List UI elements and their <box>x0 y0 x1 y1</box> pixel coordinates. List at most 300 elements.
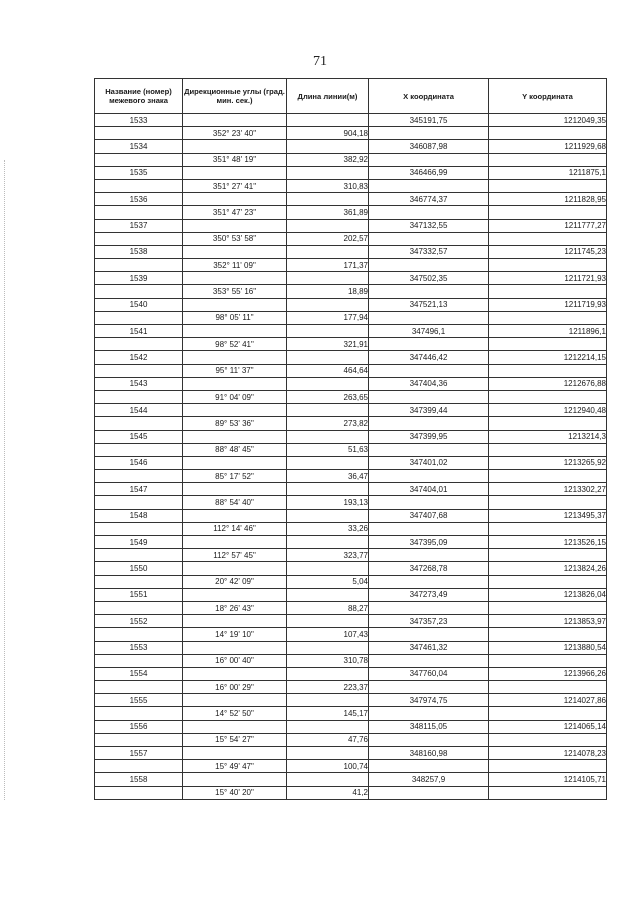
empty-cell <box>287 615 369 628</box>
y-coordinate-cell: 1213302,27 <box>489 483 607 496</box>
empty-cell <box>183 773 287 786</box>
empty-cell <box>489 285 607 298</box>
empty-cell <box>287 404 369 417</box>
x-coordinate-cell: 347399,44 <box>369 404 489 417</box>
x-coordinate-cell: 347404,36 <box>369 377 489 390</box>
x-coordinate-cell: 347502,35 <box>369 272 489 285</box>
table-row <box>95 773 607 786</box>
empty-cell <box>183 298 287 311</box>
empty-cell <box>287 166 369 179</box>
table-row <box>95 404 607 417</box>
line-length-cell: 36,47 <box>287 470 369 483</box>
y-coordinate-cell: 1211721,93 <box>489 272 607 285</box>
x-coordinate-cell: 346087,98 <box>369 140 489 153</box>
line-length-cell: 88,27 <box>287 601 369 614</box>
empty-cell <box>489 232 607 245</box>
empty-cell <box>183 430 287 443</box>
table-row <box>95 259 607 272</box>
mark-name-cell: 1551 <box>95 588 183 601</box>
table-row <box>95 760 607 773</box>
mark-name-cell: 1540 <box>95 298 183 311</box>
empty-cell <box>95 681 183 694</box>
bearing-angle-cell: 14° 19' 10" <box>183 628 287 641</box>
header-x-coordinate: Х координата <box>369 79 489 114</box>
mark-name-cell: 1546 <box>95 456 183 469</box>
x-coordinate-cell: 347332,57 <box>369 245 489 258</box>
table-row <box>95 351 607 364</box>
x-coordinate-cell: 348257,9 <box>369 773 489 786</box>
empty-cell <box>287 588 369 601</box>
empty-cell <box>95 285 183 298</box>
mark-name-cell: 1550 <box>95 562 183 575</box>
y-coordinate-cell: 1211828,95 <box>489 193 607 206</box>
bearing-angle-cell: 89° 53' 36" <box>183 417 287 430</box>
empty-cell <box>287 325 369 338</box>
table-body <box>95 114 607 800</box>
empty-cell <box>183 245 287 258</box>
table-row <box>95 285 607 298</box>
table-row <box>95 193 607 206</box>
x-coordinate-cell: 348115,05 <box>369 720 489 733</box>
empty-cell <box>287 562 369 575</box>
empty-cell <box>369 311 489 324</box>
empty-cell <box>183 667 287 680</box>
empty-cell <box>369 285 489 298</box>
empty-cell <box>369 575 489 588</box>
empty-cell <box>489 496 607 509</box>
line-length-cell: 18,89 <box>287 285 369 298</box>
empty-cell <box>95 206 183 219</box>
y-coordinate-cell: 1213214,3 <box>489 430 607 443</box>
table-row <box>95 364 607 377</box>
table-row <box>95 153 607 166</box>
mark-name-cell: 1555 <box>95 694 183 707</box>
table-row <box>95 377 607 390</box>
empty-cell <box>287 377 369 390</box>
empty-cell <box>489 549 607 562</box>
empty-cell <box>369 522 489 535</box>
empty-cell <box>489 390 607 403</box>
table-row <box>95 707 607 720</box>
table-row <box>95 232 607 245</box>
empty-cell <box>95 628 183 641</box>
empty-cell <box>489 417 607 430</box>
line-length-cell: 321,91 <box>287 338 369 351</box>
bearing-angle-cell: 98° 05' 11" <box>183 311 287 324</box>
empty-cell <box>369 496 489 509</box>
line-length-cell: 5,04 <box>287 575 369 588</box>
x-coordinate-cell: 347496,1 <box>369 325 489 338</box>
line-length-cell: 47,76 <box>287 733 369 746</box>
empty-cell <box>489 575 607 588</box>
empty-cell <box>369 681 489 694</box>
table-row <box>95 654 607 667</box>
table-header-row <box>95 79 607 114</box>
line-length-cell: 263,65 <box>287 390 369 403</box>
empty-cell <box>369 232 489 245</box>
y-coordinate-cell: 1213526,15 <box>489 536 607 549</box>
bearing-angle-cell: 15° 54' 27" <box>183 733 287 746</box>
y-coordinate-cell: 1214105,71 <box>489 773 607 786</box>
line-length-cell: 100,74 <box>287 760 369 773</box>
empty-cell <box>183 588 287 601</box>
empty-cell <box>369 206 489 219</box>
empty-cell <box>369 733 489 746</box>
x-coordinate-cell: 347395,09 <box>369 536 489 549</box>
y-coordinate-cell: 1213826,04 <box>489 588 607 601</box>
x-coordinate-cell: 347461,32 <box>369 641 489 654</box>
empty-cell <box>489 206 607 219</box>
bearing-angle-cell: 98° 52' 41" <box>183 338 287 351</box>
empty-cell <box>95 127 183 140</box>
empty-cell <box>183 219 287 232</box>
bearing-angle-cell: 351° 48' 19" <box>183 153 287 166</box>
table-row <box>95 601 607 614</box>
empty-cell <box>95 470 183 483</box>
y-coordinate-cell: 1211719,93 <box>489 298 607 311</box>
empty-cell <box>489 681 607 694</box>
empty-cell <box>489 733 607 746</box>
bearing-angle-cell: 16° 00' 29" <box>183 681 287 694</box>
empty-cell <box>369 654 489 667</box>
header-bearing-angle: Дирекционные углы (град. мин. сек.) <box>183 79 287 114</box>
empty-cell <box>489 601 607 614</box>
line-length-cell: 193,13 <box>287 496 369 509</box>
mark-name-cell: 1544 <box>95 404 183 417</box>
mark-name-cell: 1541 <box>95 325 183 338</box>
y-coordinate-cell: 1211896,1 <box>489 325 607 338</box>
line-length-cell: 310,83 <box>287 179 369 192</box>
table-row <box>95 272 607 285</box>
line-length-cell: 382,92 <box>287 153 369 166</box>
bearing-angle-cell: 20° 42' 09" <box>183 575 287 588</box>
empty-cell <box>287 351 369 364</box>
empty-cell <box>369 153 489 166</box>
mark-name-cell: 1542 <box>95 351 183 364</box>
empty-cell <box>183 140 287 153</box>
empty-cell <box>369 601 489 614</box>
y-coordinate-cell: 1214078,23 <box>489 747 607 760</box>
mark-name-cell: 1533 <box>95 114 183 127</box>
empty-cell <box>287 298 369 311</box>
bearing-angle-cell: 88° 54' 40" <box>183 496 287 509</box>
y-coordinate-cell: 1212214,15 <box>489 351 607 364</box>
line-length-cell: 361,89 <box>287 206 369 219</box>
empty-cell <box>489 311 607 324</box>
empty-cell <box>183 562 287 575</box>
table-row <box>95 549 607 562</box>
mark-name-cell: 1538 <box>95 245 183 258</box>
line-length-cell: 145,17 <box>287 707 369 720</box>
empty-cell <box>183 272 287 285</box>
empty-cell <box>183 166 287 179</box>
y-coordinate-cell: 1213495,37 <box>489 509 607 522</box>
empty-cell <box>183 536 287 549</box>
empty-cell <box>287 193 369 206</box>
mark-name-cell: 1537 <box>95 219 183 232</box>
empty-cell <box>287 430 369 443</box>
empty-cell <box>95 417 183 430</box>
y-coordinate-cell: 1213265,92 <box>489 456 607 469</box>
y-coordinate-cell: 1211745,23 <box>489 245 607 258</box>
table-row <box>95 338 607 351</box>
bearing-angle-cell: 15° 49' 47" <box>183 760 287 773</box>
table-row <box>95 298 607 311</box>
empty-cell <box>287 720 369 733</box>
y-coordinate-cell: 1211875,1 <box>489 166 607 179</box>
bearing-angle-cell: 351° 27' 41" <box>183 179 287 192</box>
empty-cell <box>369 127 489 140</box>
mark-name-cell: 1535 <box>95 166 183 179</box>
table-row <box>95 667 607 680</box>
empty-cell <box>287 219 369 232</box>
bearing-angle-cell: 112° 57' 45" <box>183 549 287 562</box>
empty-cell <box>95 601 183 614</box>
table-row <box>95 496 607 509</box>
empty-cell <box>183 694 287 707</box>
x-coordinate-cell: 347132,55 <box>369 219 489 232</box>
table-row <box>95 206 607 219</box>
empty-cell <box>183 377 287 390</box>
empty-cell <box>183 720 287 733</box>
line-length-cell: 202,57 <box>287 232 369 245</box>
table-row <box>95 417 607 430</box>
x-coordinate-cell: 346774,37 <box>369 193 489 206</box>
empty-cell <box>183 325 287 338</box>
table-row <box>95 562 607 575</box>
bearing-angle-cell: 352° 23' 40" <box>183 127 287 140</box>
empty-cell <box>95 179 183 192</box>
table-row <box>95 641 607 654</box>
table-row <box>95 430 607 443</box>
empty-cell <box>95 733 183 746</box>
table-row <box>95 536 607 549</box>
table-row <box>95 219 607 232</box>
empty-cell <box>369 417 489 430</box>
empty-cell <box>183 483 287 496</box>
line-length-cell: 464,64 <box>287 364 369 377</box>
empty-cell <box>95 496 183 509</box>
header-mark-name: Название (номер) межевого знака <box>95 79 183 114</box>
empty-cell <box>95 522 183 535</box>
bearing-angle-cell: 352° 11' 09" <box>183 259 287 272</box>
empty-cell <box>95 707 183 720</box>
empty-cell <box>369 707 489 720</box>
x-coordinate-cell: 347273,49 <box>369 588 489 601</box>
x-coordinate-cell: 345191,75 <box>369 114 489 127</box>
empty-cell <box>287 773 369 786</box>
y-coordinate-cell: 1211929,68 <box>489 140 607 153</box>
empty-cell <box>287 272 369 285</box>
line-length-cell: 177,94 <box>287 311 369 324</box>
x-coordinate-cell: 347760,04 <box>369 667 489 680</box>
mark-name-cell: 1543 <box>95 377 183 390</box>
empty-cell <box>287 641 369 654</box>
mark-name-cell: 1549 <box>95 536 183 549</box>
empty-cell <box>287 747 369 760</box>
bearing-angle-cell: 14° 52' 50" <box>183 707 287 720</box>
table-row <box>95 443 607 456</box>
x-coordinate-cell: 347268,78 <box>369 562 489 575</box>
empty-cell <box>369 179 489 192</box>
line-length-cell: 171,37 <box>287 259 369 272</box>
empty-cell <box>183 193 287 206</box>
mark-name-cell: 1552 <box>95 615 183 628</box>
mark-name-cell: 1553 <box>95 641 183 654</box>
table-row <box>95 127 607 140</box>
empty-cell <box>489 338 607 351</box>
empty-cell <box>489 153 607 166</box>
bearing-angle-cell: 95° 11' 37" <box>183 364 287 377</box>
empty-cell <box>95 654 183 667</box>
mark-name-cell: 1547 <box>95 483 183 496</box>
table-row <box>95 628 607 641</box>
boundary-marks-table <box>94 78 607 800</box>
empty-cell <box>95 259 183 272</box>
x-coordinate-cell: 348160,98 <box>369 747 489 760</box>
empty-cell <box>287 456 369 469</box>
line-length-cell: 310,78 <box>287 654 369 667</box>
table-row <box>95 575 607 588</box>
empty-cell <box>287 140 369 153</box>
empty-cell <box>287 483 369 496</box>
line-length-cell: 273,82 <box>287 417 369 430</box>
x-coordinate-cell: 347357,23 <box>369 615 489 628</box>
y-coordinate-cell: 1212049,35 <box>489 114 607 127</box>
y-coordinate-cell: 1214027,86 <box>489 694 607 707</box>
line-length-cell: 904,18 <box>287 127 369 140</box>
mark-name-cell: 1539 <box>95 272 183 285</box>
mark-name-cell: 1545 <box>95 430 183 443</box>
table-row <box>95 179 607 192</box>
table-row <box>95 140 607 153</box>
bearing-angle-cell: 88° 48' 45" <box>183 443 287 456</box>
bearing-angle-cell: 112° 14' 46" <box>183 522 287 535</box>
empty-cell <box>489 364 607 377</box>
empty-cell <box>489 522 607 535</box>
empty-cell <box>489 707 607 720</box>
y-coordinate-cell: 1212676,88 <box>489 377 607 390</box>
table-row <box>95 311 607 324</box>
empty-cell <box>95 443 183 456</box>
header-line-length: Длина линии(м) <box>287 79 369 114</box>
x-coordinate-cell: 347401,02 <box>369 456 489 469</box>
empty-cell <box>183 615 287 628</box>
line-length-cell: 107,43 <box>287 628 369 641</box>
x-coordinate-cell: 346466,99 <box>369 166 489 179</box>
empty-cell <box>287 694 369 707</box>
empty-cell <box>489 654 607 667</box>
bearing-angle-cell: 15° 40' 20" <box>183 786 287 799</box>
empty-cell <box>369 390 489 403</box>
mark-name-cell: 1556 <box>95 720 183 733</box>
table-row <box>95 747 607 760</box>
empty-cell <box>489 760 607 773</box>
empty-cell <box>183 114 287 127</box>
mark-name-cell: 1558 <box>95 773 183 786</box>
page-number: 71 <box>313 54 327 69</box>
empty-cell <box>95 153 183 166</box>
empty-cell <box>95 575 183 588</box>
table-row <box>95 588 607 601</box>
empty-cell <box>183 641 287 654</box>
empty-cell <box>369 364 489 377</box>
line-length-cell: 223,37 <box>287 681 369 694</box>
empty-cell <box>95 338 183 351</box>
y-coordinate-cell: 1213880,54 <box>489 641 607 654</box>
empty-cell <box>369 786 489 799</box>
x-coordinate-cell: 347399,95 <box>369 430 489 443</box>
empty-cell <box>369 338 489 351</box>
y-coordinate-cell: 1213824,26 <box>489 562 607 575</box>
line-length-cell: 323,77 <box>287 549 369 562</box>
empty-cell <box>369 470 489 483</box>
empty-cell <box>95 786 183 799</box>
empty-cell <box>287 114 369 127</box>
empty-cell <box>95 390 183 403</box>
bearing-angle-cell: 85° 17' 52" <box>183 470 287 483</box>
empty-cell <box>369 549 489 562</box>
table-row <box>95 733 607 746</box>
bearing-angle-cell: 18° 26' 43" <box>183 601 287 614</box>
line-length-cell: 33,26 <box>287 522 369 535</box>
y-coordinate-cell: 1213966,26 <box>489 667 607 680</box>
table-row <box>95 483 607 496</box>
mark-name-cell: 1554 <box>95 667 183 680</box>
table-row <box>95 166 607 179</box>
x-coordinate-cell: 347521,13 <box>369 298 489 311</box>
empty-cell <box>287 509 369 522</box>
header-y-coordinate: Y координата <box>489 79 607 114</box>
empty-cell <box>183 351 287 364</box>
empty-cell <box>489 786 607 799</box>
table-row <box>95 615 607 628</box>
x-coordinate-cell: 347974,75 <box>369 694 489 707</box>
empty-cell <box>489 443 607 456</box>
empty-cell <box>183 509 287 522</box>
empty-cell <box>287 667 369 680</box>
table-row <box>95 681 607 694</box>
table-row <box>95 245 607 258</box>
empty-cell <box>183 747 287 760</box>
mark-name-cell: 1557 <box>95 747 183 760</box>
line-length-cell: 41,2 <box>287 786 369 799</box>
bearing-angle-cell: 350° 53' 58" <box>183 232 287 245</box>
y-coordinate-cell: 1214065,14 <box>489 720 607 733</box>
empty-cell <box>95 364 183 377</box>
mark-name-cell: 1548 <box>95 509 183 522</box>
table-row <box>95 470 607 483</box>
empty-cell <box>489 127 607 140</box>
table-row <box>95 114 607 127</box>
y-coordinate-cell: 1211777,27 <box>489 219 607 232</box>
empty-cell <box>489 259 607 272</box>
empty-cell <box>489 470 607 483</box>
empty-cell <box>287 536 369 549</box>
bearing-angle-cell: 16° 00' 40" <box>183 654 287 667</box>
mark-name-cell: 1534 <box>95 140 183 153</box>
bearing-angle-cell: 351° 47' 23" <box>183 206 287 219</box>
bearing-angle-cell: 91° 04' 09" <box>183 390 287 403</box>
empty-cell <box>95 232 183 245</box>
table-row <box>95 694 607 707</box>
line-length-cell: 51,63 <box>287 443 369 456</box>
table-row <box>95 390 607 403</box>
x-coordinate-cell: 347446,42 <box>369 351 489 364</box>
empty-cell <box>95 311 183 324</box>
y-coordinate-cell: 1213853,97 <box>489 615 607 628</box>
empty-cell <box>369 628 489 641</box>
